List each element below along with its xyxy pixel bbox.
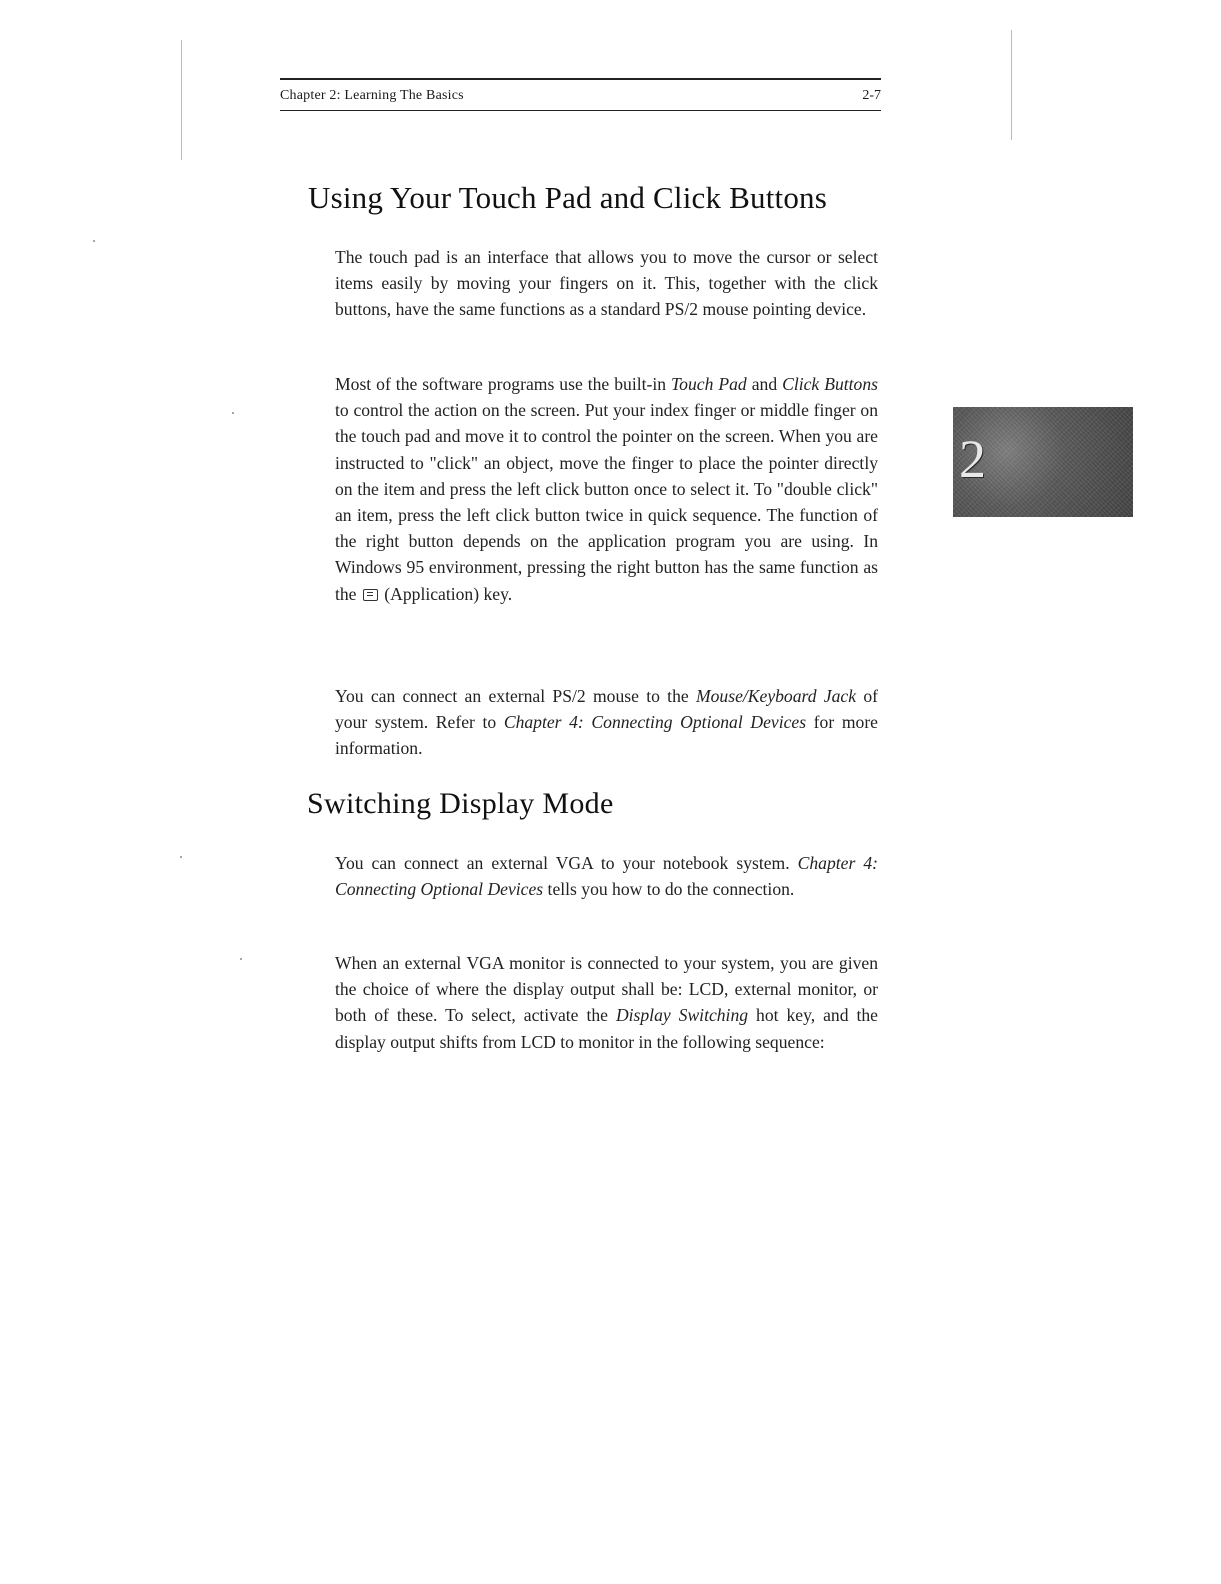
chapter-tab-number: 2	[959, 429, 986, 489]
text-run: to control the action on the screen. Put your index finger or middle finger on the touch pad and move it to control the pointer on the screen. When you are instructed to "click" an object, move the finger to place the pointer directly on the item and press the left click button once to select it. To "double click" an item, press the left click button twice in quick sequence. The function of the right button depends on the application program you are using. In Windows 95 environment, pressing the right button has the same function as the	[335, 400, 878, 604]
reference-chapter-4: Chapter 4: Connecting Optional Devices	[503, 712, 807, 733]
term-click-buttons: Click Buttons	[782, 374, 878, 394]
text-run: for more information.	[335, 712, 878, 759]
header-chapter-title: Chapter 2: Learning The Basics	[280, 88, 464, 103]
chapter-thumb-tab	[953, 407, 1133, 517]
paragraph-display-output	[335, 950, 878, 1055]
paragraph-touch-pad-intro: The touch pad is an interface that allows you to move the cursor or select items easily by moving your fingers on it. This, together with the click buttons, have the same functions as a standard PS/2 mouse pointing device.	[335, 247, 878, 320]
header-page-number: 2-7	[862, 88, 881, 103]
paragraph-touch-pad-usage	[335, 371, 878, 607]
scan-dot	[232, 412, 234, 414]
reference-chapter-4: Chapter 4: Connecting Optional Devices	[335, 853, 878, 900]
application-key-icon	[363, 589, 378, 601]
text-run: hot key, and the display output shifts from LCD to monitor in the following sequence:	[335, 1005, 878, 1052]
text-run: You can connect an external PS/2 mouse to the	[335, 686, 696, 706]
text-run: (Application) key.	[379, 583, 513, 604]
term-mouse-keyboard-jack: Mouse/Keyboard Jack	[695, 686, 857, 706]
scan-mark-left	[181, 40, 182, 160]
section-heading-touch-pad: Using Your Touch Pad and Click Buttons	[308, 180, 827, 215]
scan-dot	[93, 240, 95, 242]
text-run: When an external VGA monitor is connected to your system, you are given the choice of where the display output shall be: LCD, external monitor, or both of these. To select, activate the	[335, 953, 878, 1026]
scan-dot	[180, 856, 182, 858]
running-header	[280, 78, 881, 111]
text-run: You can connect an external VGA to your notebook system.	[335, 853, 798, 873]
paragraph-external-vga	[335, 850, 878, 902]
text-run: Most of the software programs use the built-in	[335, 374, 672, 394]
section-heading-display-mode: Switching Display Mode	[307, 787, 614, 820]
text-run: of your system. Refer to	[335, 686, 879, 733]
paragraph-external-mouse	[335, 683, 878, 762]
scan-mark-right	[1011, 30, 1012, 140]
scan-dot	[240, 958, 242, 960]
term-display-switching: Display Switching	[615, 1005, 749, 1026]
term-touch-pad: Touch Pad	[671, 374, 747, 394]
text-run: and	[746, 374, 783, 394]
text-run: tells you how to do the connection.	[543, 879, 795, 900]
